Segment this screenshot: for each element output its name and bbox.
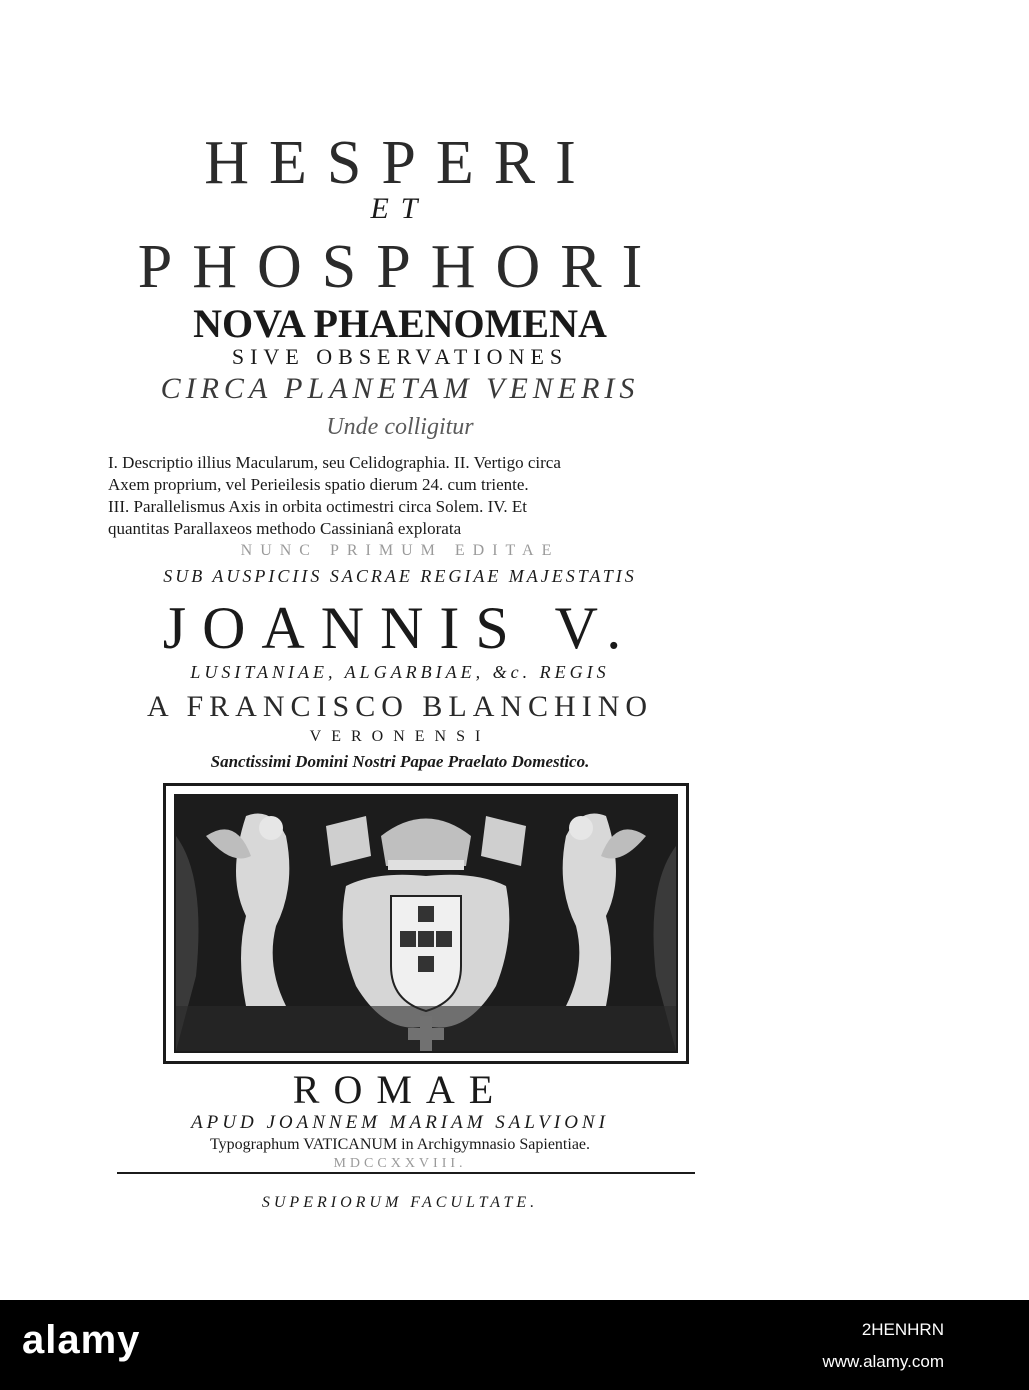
imprint-block bbox=[100, 0, 700, 1300]
imprint-typographum: Typographum VATICANUM in Archigymnasio Sapientiae. bbox=[209, 1136, 591, 1153]
author-name: A FRANCISCO BLANCHINO bbox=[146, 690, 654, 723]
title-et: ET bbox=[370, 192, 430, 225]
joannis-v: JOANNIS V. bbox=[162, 595, 638, 661]
lusitaniae-regis: LUSITANIAE, ALGARBIAE, &c. REGIS bbox=[190, 662, 610, 682]
imprint-romae: ROMAE bbox=[292, 1067, 508, 1112]
author-title: Sanctissimi Domini Nostri Papae Praelato Domestico. bbox=[210, 752, 590, 771]
imprint-superiorum: SUPERIORUM FACULTATE. bbox=[261, 1194, 539, 1211]
site-url-label: www.alamy.com bbox=[822, 1352, 944, 1371]
contents-line: I. Descriptio illius Macularum, seu Celidographia. II. Vertigo circa bbox=[108, 453, 561, 472]
image-id-label: 2HENHRN bbox=[861, 1320, 944, 1339]
author-origin: VERONENSI bbox=[309, 728, 491, 745]
contents-line: Axem proprium, vel Perieilesis spatio dierum 24. cum triente. bbox=[108, 475, 529, 494]
watermark-footer bbox=[0, 1300, 1029, 1390]
imprint-date: MDCCXXVIII. bbox=[333, 1156, 467, 1171]
contents-line: III. Parallelismus Axis in orbita octimestri circa Solem. IV. Et bbox=[108, 497, 527, 516]
subtitle-unde-colligitur: Unde colligitur bbox=[326, 414, 474, 440]
title-nova-phaenomena: NOVA PHAENOMENA bbox=[193, 301, 607, 346]
title-hesperi: HESPERI bbox=[204, 129, 596, 197]
subtitle-sive-observationes: SIVE OBSERVATIONES bbox=[231, 344, 569, 369]
horizontal-rule bbox=[117, 1172, 695, 1174]
nunc-primum-editae: NUNC PRIMUM EDITAE bbox=[240, 542, 560, 559]
contents-line: quantitas Parallaxeos methodo Cassinianâ explorata bbox=[108, 519, 462, 538]
title-phosphori: PHOSPHORI bbox=[137, 233, 663, 301]
sub-auspiciis: SUB AUSPICIIS SACRAE REGIAE MAJESTATIS bbox=[163, 566, 637, 586]
alamy-logo: alamy bbox=[22, 1318, 141, 1362]
imprint-publisher: APUD JOANNEM MARIAM SALVIONI bbox=[191, 1112, 609, 1133]
subtitle-circa-planetam: CIRCA PLANETAM VENERIS bbox=[160, 372, 640, 405]
